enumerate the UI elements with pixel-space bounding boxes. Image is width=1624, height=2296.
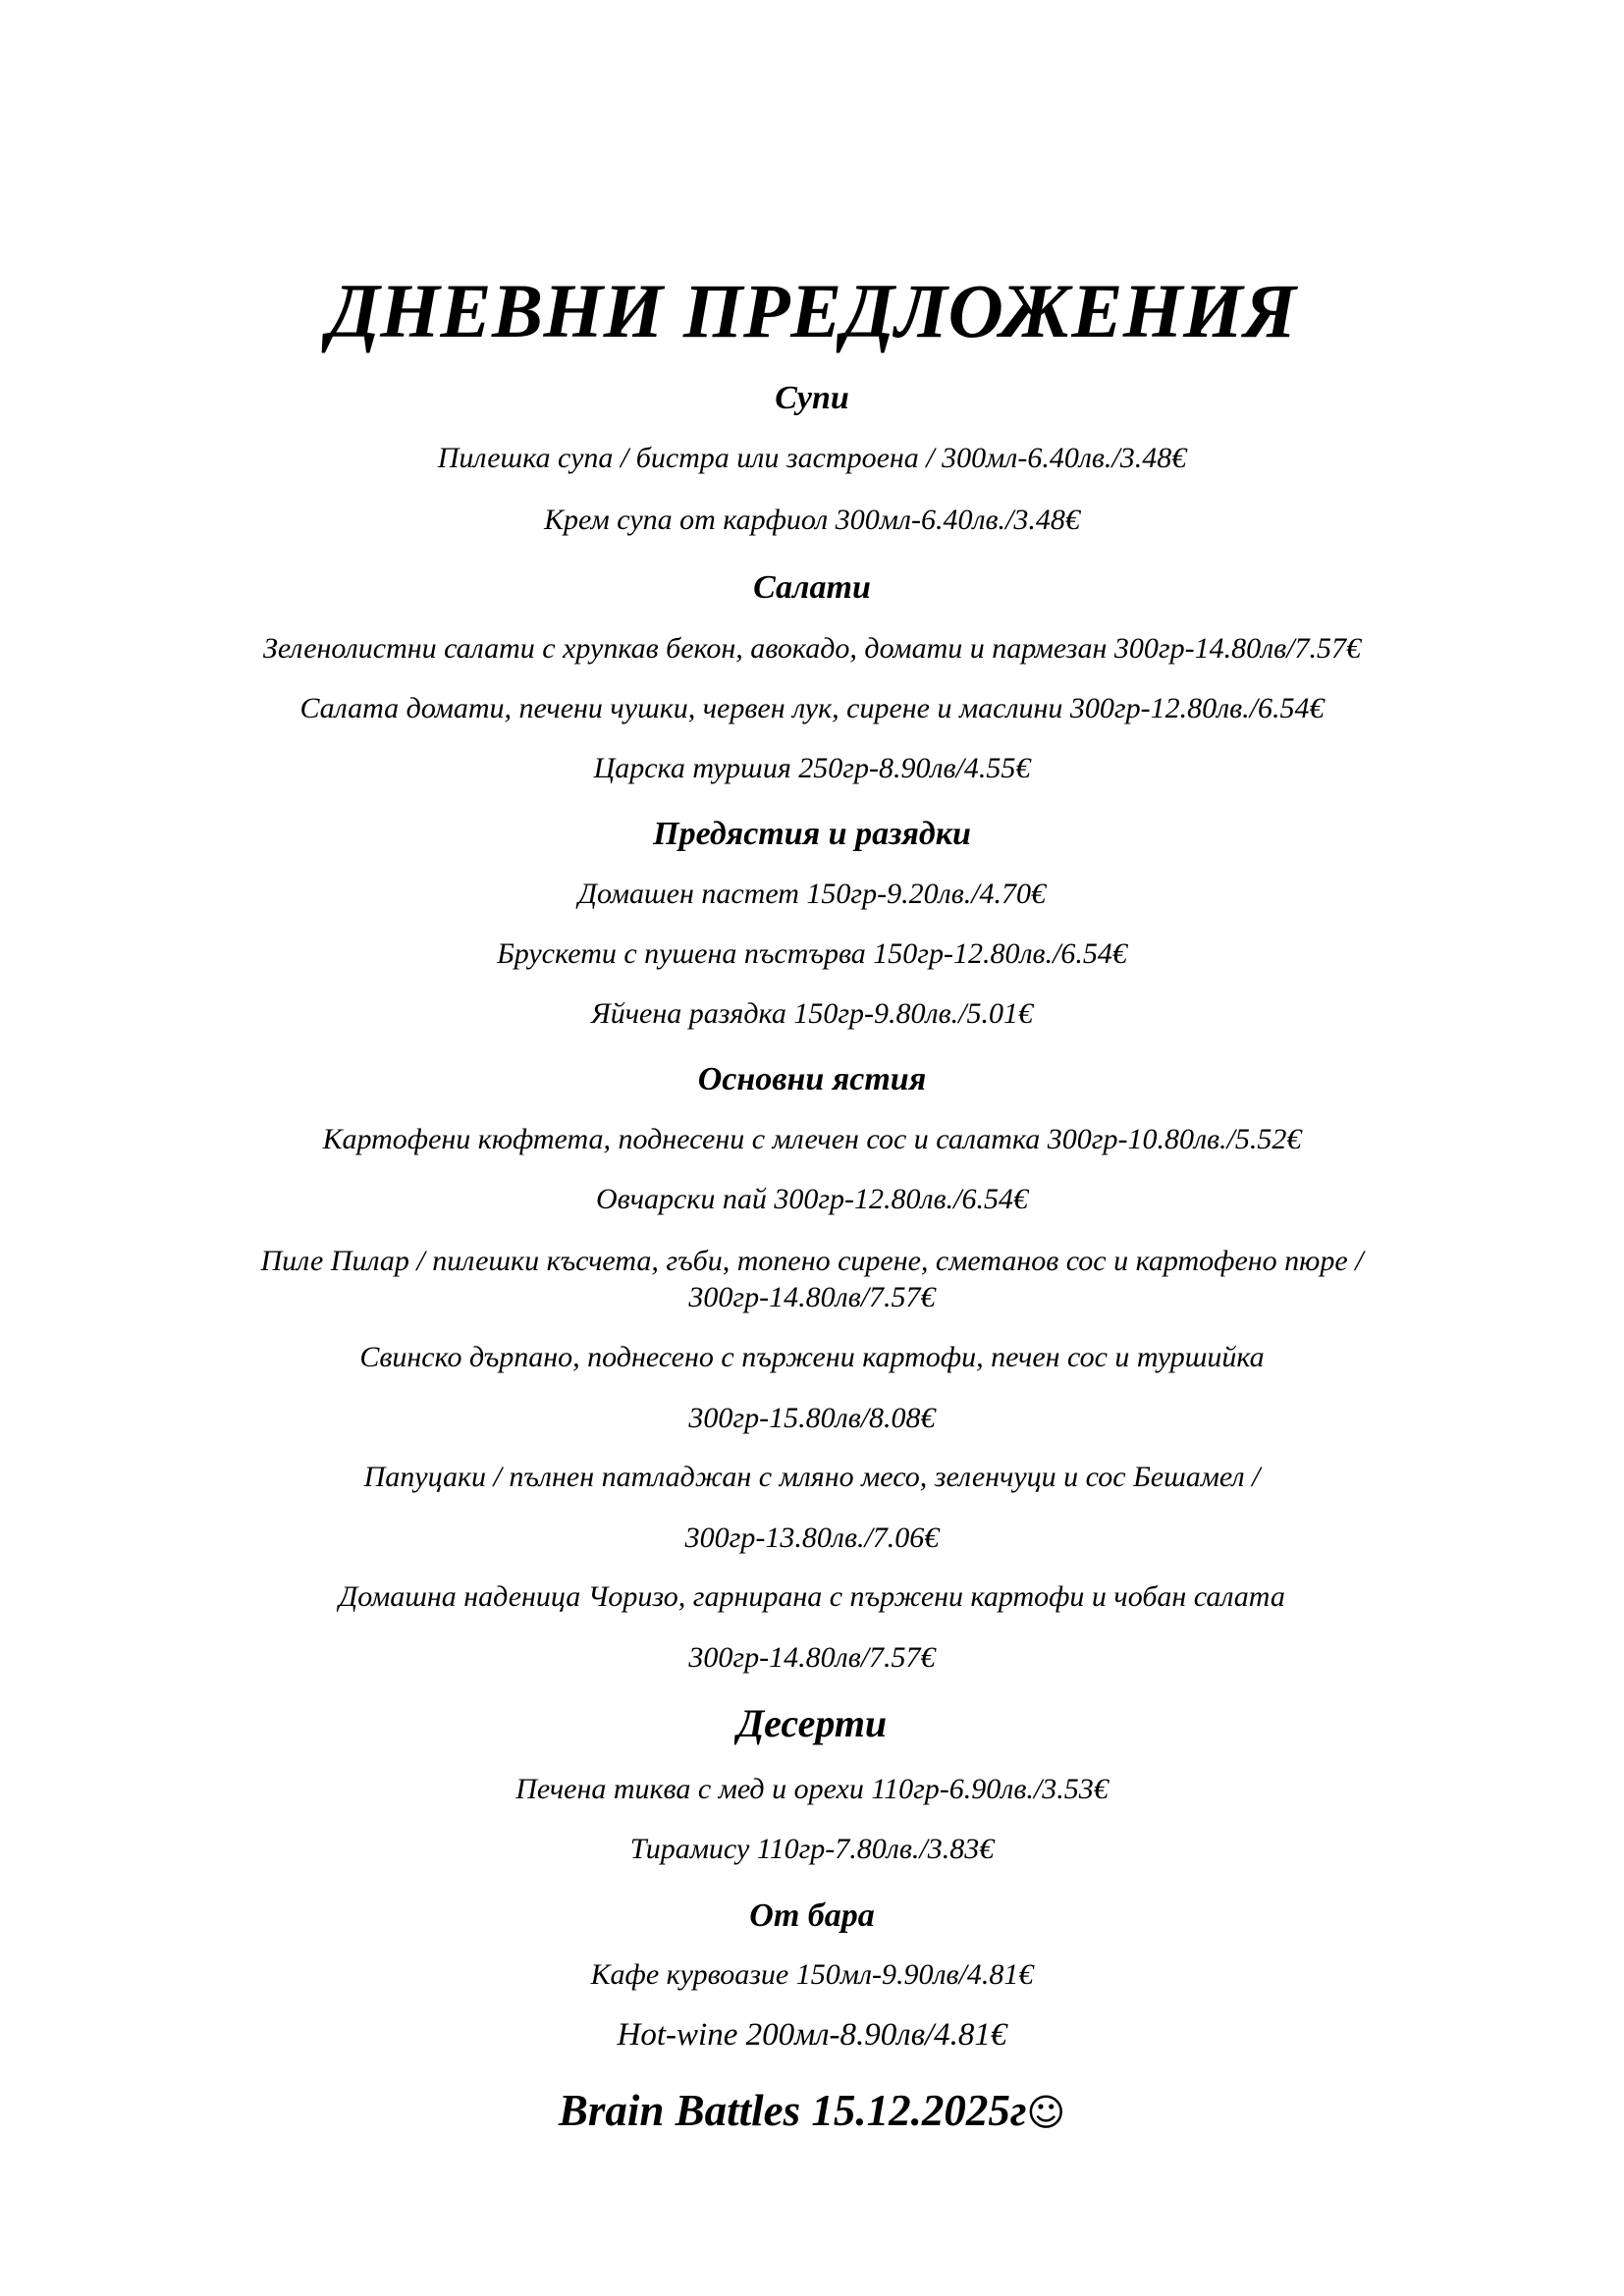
- section-heading-mains: Основни ястия: [697, 1061, 927, 1097]
- menu-item: Яйчена разядка 150гр-9.80лв./5.01€: [591, 997, 1033, 1030]
- menu-item: Печена тиква с мед и орехи 110гр-6.90лв./3.53€: [515, 1773, 1109, 1805]
- menu-item: Тирамису 110гр-7.80лв./3.83€: [629, 1833, 995, 1865]
- menu-item: 300гр-14.80лв/7.57€: [688, 1281, 936, 1313]
- event-footer-text: Brain Battles 15.12.2025г: [558, 2086, 1027, 2135]
- menu-item: Брускети с пушена пъстърва 150гр-12.80лв./6.54€: [497, 937, 1127, 970]
- section-heading-starters: Предястия и разядки: [653, 816, 971, 852]
- menu-item: Свинско дърпано, поднесено с пържени картофи, печен сос и туршийка: [359, 1341, 1265, 1373]
- section-heading-desserts: Десерти: [736, 1701, 888, 1745]
- menu-item: Салата домати, печени чушки, червен лук, сирене и маслини 300гр-12.80лв./6.54€: [299, 692, 1325, 724]
- menu-item: 300гр-15.80лв/8.08€: [688, 1402, 936, 1434]
- smiley-icon: ☺: [1026, 2091, 1066, 2134]
- section-heading-soups: Супи: [775, 380, 849, 416]
- menu-item: Пиле Пилар / пилешки късчета, гъби, топено сирене, сметанов сос и картофено пюре /: [260, 1245, 1364, 1277]
- menu-item: 300гр-14.80лв/7.57€: [688, 1641, 936, 1674]
- section-heading-bar: От бара: [749, 1897, 875, 1934]
- menu-item: Кафе курвоазие 150мл-9.90лв/4.81€: [590, 1958, 1034, 1991]
- event-footer: [0, 2086, 1624, 2135]
- menu-item: Пилешка супа / бистра или застроена / 300мл-6.40лв./3.48€: [437, 442, 1187, 474]
- menu-item: Крем супа от карфиол 300мл-6.40лв./3.48€: [544, 504, 1080, 536]
- menu-item: Картофени кюфтета, поднесени с млечен сос и салатка 300гр-10.80лв./5.52€: [322, 1123, 1302, 1155]
- menu-item: Домашна наденица Чоризо, гарнирана с пържени картофи и чобан салата: [339, 1580, 1285, 1613]
- menu-item: Зеленолистни салати с хрупкав бекон, авокадо, домати и пармезан 300гр-14.80лв/7.57€: [262, 632, 1362, 665]
- section-heading-salads: Салати: [753, 569, 871, 606]
- menu-item: 300гр-13.80лв./7.06€: [684, 1522, 940, 1554]
- menu-item: Овчарски пай 300гр-12.80лв./6.54€: [596, 1183, 1028, 1215]
- menu-item: Царска туршия 250гр-8.90лв/4.55€: [593, 752, 1031, 784]
- menu-item: Домашен пастет 150гр-9.20лв./4.70€: [577, 878, 1047, 910]
- menu-item: Папуцаки / пълнен патладжан с мляно месо, зеленчуци и сос Бешамел /: [363, 1461, 1261, 1493]
- menu-item: Hot-wine 200мл-8.90лв/4.81€: [617, 2017, 1007, 2053]
- page-title: ДНЕВНИ ПРЕДЛОЖЕНИЯ: [327, 268, 1297, 353]
